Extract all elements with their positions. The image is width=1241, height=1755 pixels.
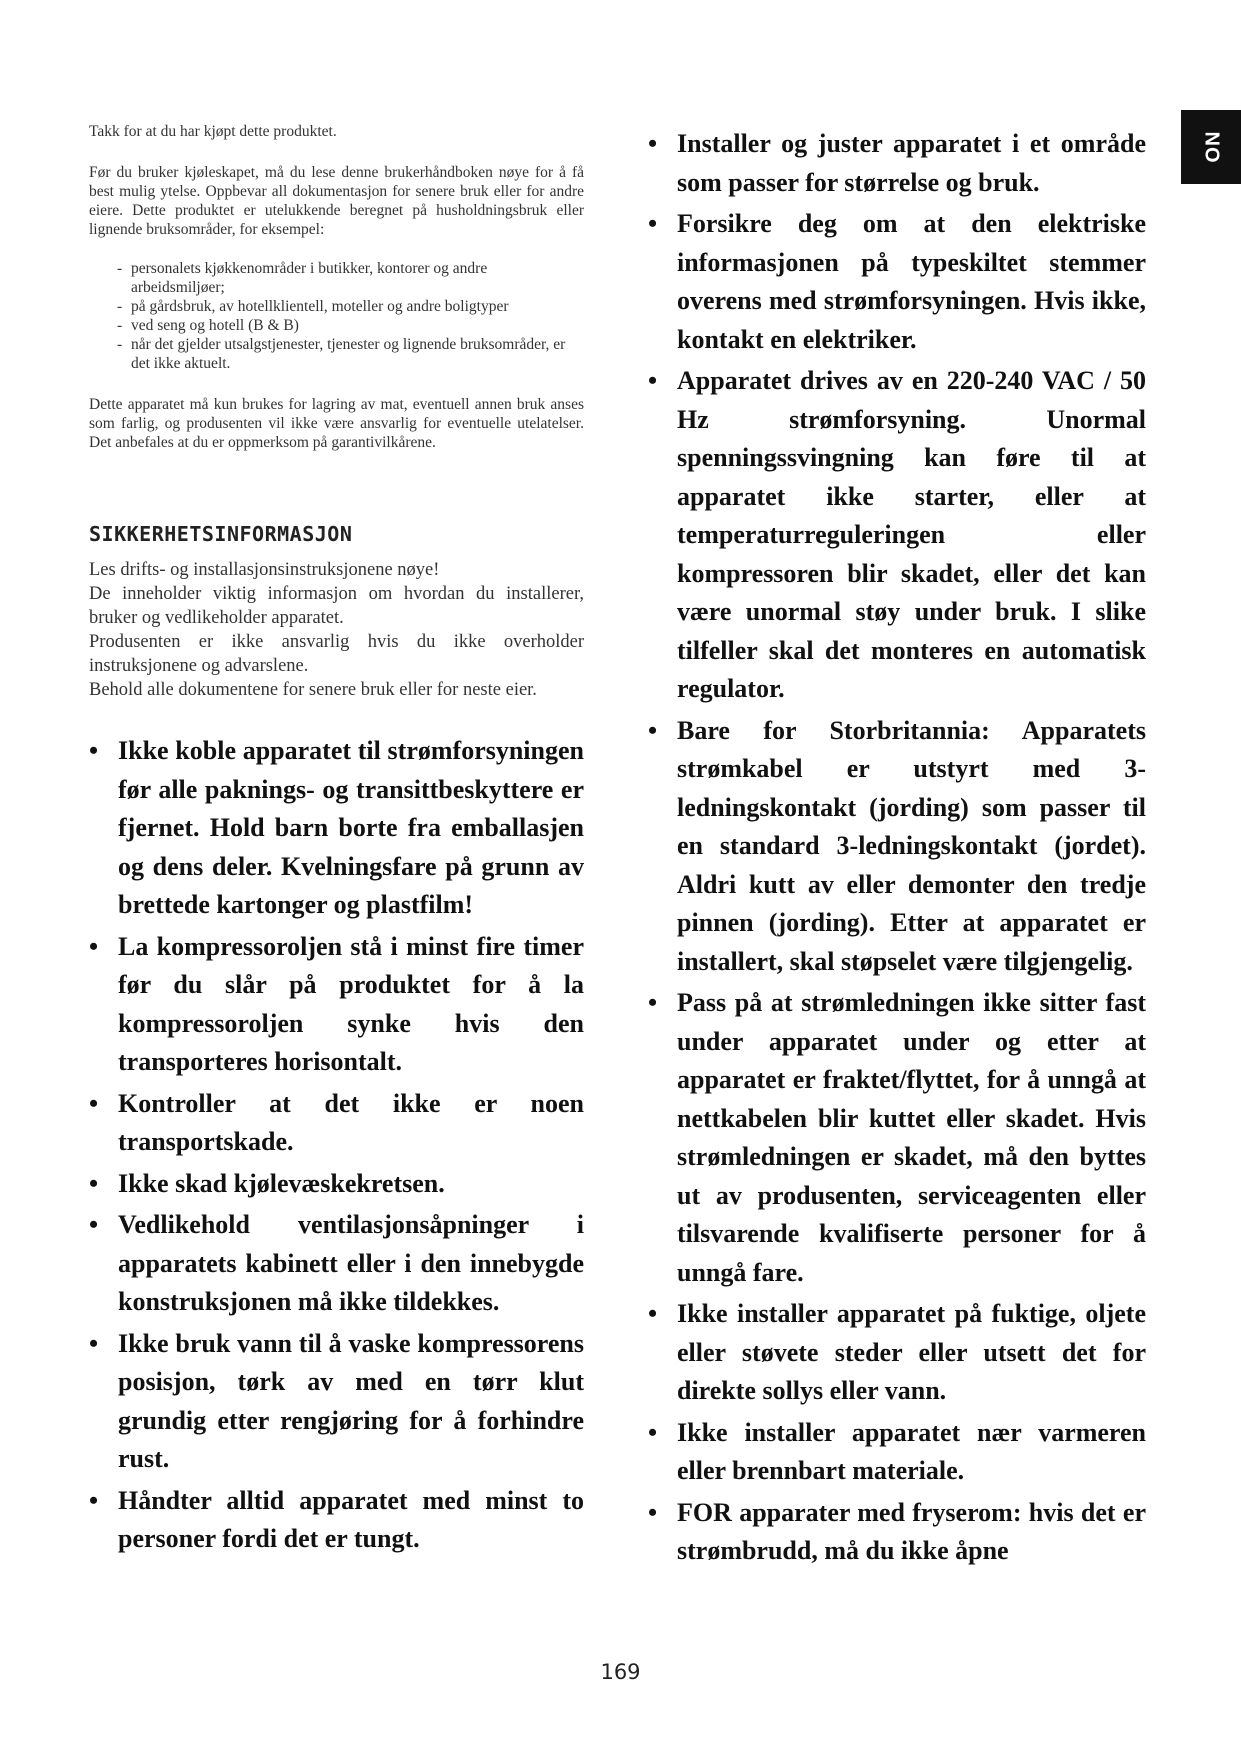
page-number: 169 [600,1660,641,1684]
bullet-item: • Ikke skad kjølevæskekretsen. [89,1165,584,1204]
bullet-item: • Vedlikehold ventilasjonsåpninger i apparatets kabinett eller i den innebygde konstruksjonen må ikke tildekkes. [89,1206,584,1322]
intro-thanks: Takk for at du har kjøpt dette produktet. [89,123,337,140]
bullet-item: • Kontroller at det ikke er noen transportskade. [89,1085,584,1162]
section-heading: SIKKERHETSINFORMASJON [89,522,353,546]
usage-example: - ved seng og hotell (B & B) [117,316,584,335]
right-column [648,125,1146,1574]
bullet-item: • Pass på at strømledningen ikke sitter fast under apparatet under og etter at apparatet er fraktet/flyttet, for å unngå at nettkabelen blir kuttet eller skadet. Hvis strømledningen er skadet, må den byttes ut av produsenten, serviceagenten eller tilsvarende kvalifiserte personer for å unngå fare. [648,984,1146,1292]
usage-example: - når det gjelder utsalgstjenester, tjenester og lignende bruksområder, er det ikke aktuelt. [117,335,584,373]
language-tab [1181,110,1241,184]
safety-intro [89,558,584,702]
safety-line: Les drifts- og installasjonsinstruksjonene nøye! [89,560,440,580]
right-bullet-list [648,125,1146,1571]
bullet-item: • Ikke installer apparatet på fuktige, oljete eller støvete steder eller utsett det for direkte sollys eller vann. [648,1295,1146,1411]
bullet-item: • Ikke koble apparatet til strømforsyningen før alle paknings- og transittbeskyttere er fjernet. Hold barn borte fra emballasjen og dens deler. Kvelningsfare på grunn av brettede kartonger og plastfilm! [89,732,584,925]
bullet-item: • Ikke installer apparatet nær varmeren eller brennbart materiale. [648,1414,1146,1491]
bullet-item: • Installer og juster apparatet i et område som passer for størrelse og bruk. [648,125,1146,202]
safety-line: Behold alle dokumentene for senere bruk eller for neste eier. [89,680,537,700]
usage-example: - på gårdsbruk, av hotellklientell, moteller og andre boligtyper [117,297,584,316]
intro-disclaimer: Dette apparatet må kun brukes for lagring av mat, eventuell annen bruk anses som farlig, og produsenten vil ikke være ansvarlig for eventuelle utelatelser. Det anbefales at du er oppmerksom på garantivilkårene. [89,396,584,451]
safety-line: De inneholder viktig informasjon om hvordan du installerer, bruker og vedlikeholder apparatet. [89,584,584,628]
usage-examples-list [89,259,584,373]
safety-line: Produsenten er ikke ansvarlig hvis du ikke overholder instruksjonene og advarslene. [89,632,584,676]
bullet-item: • Apparatet drives av en 220-240 VAC / 50 Hz strømforsyning. Unormal spenningssvingning kan føre til at apparatet ikke starter, eller at temperaturreguleringen eller kompressoren blir skadet, eller det kan være unormal støy under bruk. I slike tilfeller skal det monteres en automatisk regulator. [648,362,1146,709]
language-tab-label: NO [1200,131,1223,163]
left-column [89,122,584,1562]
usage-example: - personalets kjøkkenområder i butikker, kontorer og andre arbeidsmiljøer; [117,259,584,297]
bullet-item: • Håndter alltid apparatet med minst to personer fordi det er tungt. [89,1482,584,1559]
bullet-item: • La kompressoroljen stå i minst fire timer før du slår på produktet for å la kompressoroljen synke hvis den transporteres horisontalt. [89,928,584,1082]
bullet-item: • Forsikre deg om at den elektriske informasjonen på typeskiltet stemmer overens med strømforsyningen. Hvis ikke, kontakt en elektriker. [648,205,1146,359]
bullet-item: • Bare for Storbritannia: Apparatets strømkabel er utstyrt med 3-ledningskontakt (jording) som passer til en standard 3-ledningskontakt (jordet). Aldri kutt av eller demonter den tredje pinnen (jording). Etter at apparatet er installert, skal støpselet være tilgjengelig. [648,712,1146,982]
bullet-item: • Ikke bruk vann til å vaske kompressorens posisjon, tørk av med en tørr klut grundig etter rengjøring for å forhindre rust. [89,1325,584,1479]
intro-paragraph: Før du bruker kjøleskapet, må du lese denne brukerhåndboken nøye for å få best mulig ytelse. Oppbevar all dokumentasjon for senere bruk eller for andre eiere. Dette produktet er utelukkende beregnet på husholdningsbruk eller lignende bruksområder, for eksempel: [89,164,584,238]
left-bullet-list [89,732,584,1559]
bullet-item: • FOR apparater med fryserom: hvis det er strømbrudd, må du ikke åpne [648,1494,1146,1571]
